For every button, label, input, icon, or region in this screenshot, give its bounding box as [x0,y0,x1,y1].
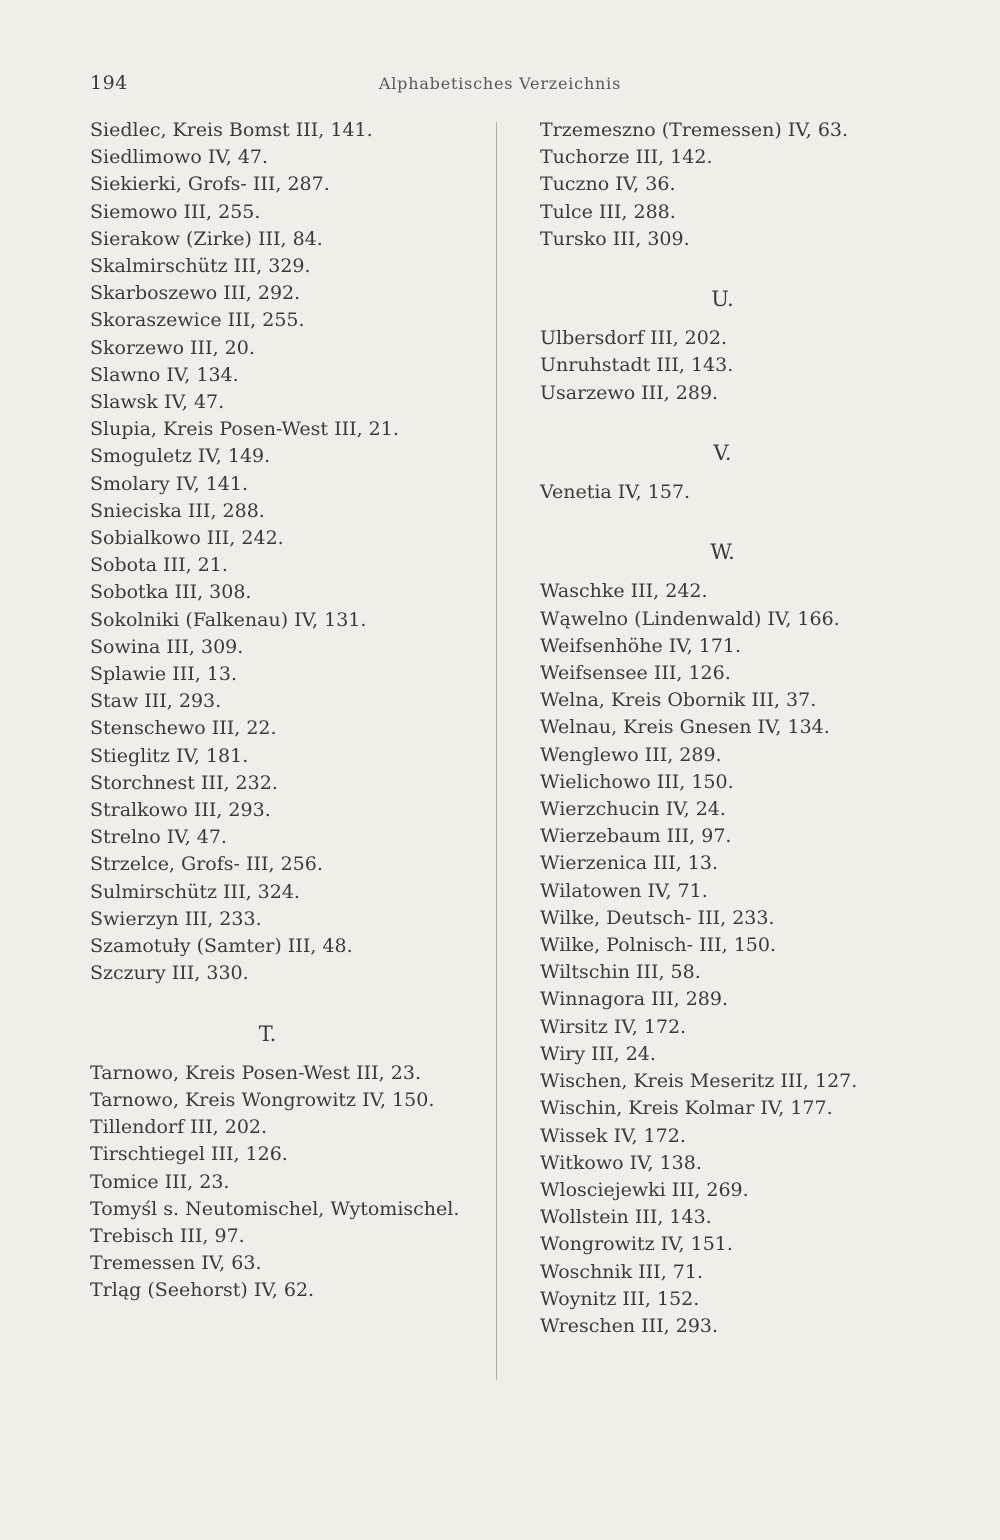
index-entry: Wierzchucin IV, 24. [540,798,726,821]
w-section [540,578,960,1340]
index-entry: Slupia, Kreis Posen-West III, 21. [90,418,399,441]
index-entry: Wongrowitz IV, 151. [540,1233,733,1256]
index-entry: Tomyśl s. Neutomischel, Wytomischel. [90,1197,460,1220]
index-entry: Staw III, 293. [90,690,222,713]
page-number: 194 [90,72,128,94]
section-letter-v: V. [713,440,732,465]
index-entry: Weifsenhöhe IV, 171. [540,634,742,657]
index-entry: Tomice III, 23. [90,1170,230,1193]
index-entry: Welna, Kreis Obornik III, 37. [540,689,817,712]
index-entry: Wilatowen IV, 71. [540,879,708,902]
index-entry: Weifsensee III, 126. [540,662,731,685]
index-entry: Siekierki, Grofs- III, 287. [90,173,330,196]
index-entry: Sowina III, 309. [90,635,244,658]
index-entry: Usarzewo III, 289. [540,381,719,404]
page-header [0,72,1000,102]
index-entry: Wlosciejewki III, 269. [540,1178,749,1201]
index-entry: Wilke, Polnisch- III, 150. [540,934,777,957]
index-entry: Winnagora III, 289. [540,988,729,1011]
index-entry: Wilke, Deutsch- III, 233. [540,906,775,929]
index-entry: Wenglewo III, 289. [540,743,722,766]
index-entry: Tuchorze III, 142. [540,146,713,169]
section-letter-u: U. [711,287,734,312]
index-entry: Wiry III, 24. [540,1042,656,1065]
index-entry: Tulce III, 288. [540,200,676,223]
u-section [540,325,960,407]
index-entry: Tremessen IV, 63. [90,1252,262,1275]
index-entry: Tillendorf III, 202. [90,1116,268,1139]
index-entry: Sokolniki (Falkenau) IV, 131. [90,608,367,631]
index-entry: Sulmirschütz III, 324. [90,880,300,903]
index-entry: Szczury III, 330. [90,962,249,985]
index-entry: Trląg (Seehorst) IV, 62. [90,1279,315,1302]
index-entry: Tuczno IV, 36. [540,173,676,196]
index-entry: Tursko III, 309. [540,227,690,250]
section-letter-t: T. [258,1021,277,1046]
index-entry: Stralkowo III, 293. [90,799,271,822]
index-entry: Woschnik III, 71. [540,1260,703,1283]
index-entry: Wissek IV, 172. [540,1124,686,1147]
index-entry: Woynitz III, 152. [540,1287,700,1310]
index-entry: Wielichowo III, 150. [540,770,734,793]
index-entry: Waschke III, 242. [540,580,708,603]
index-entry: Splawie III, 13. [90,663,238,686]
index-entry: Wollstein III, 143. [540,1206,712,1229]
index-entry: Trzemeszno (Tremessen) IV, 63. [540,119,849,141]
index-entry: Wirsitz IV, 172. [540,1015,687,1038]
index-entry: Wreschen III, 293. [540,1314,719,1337]
index-entry: Smoguletz IV, 149. [90,445,271,468]
index-entry: Skoraszewice III, 255. [90,309,305,332]
t-section [90,1060,485,1305]
index-entry: Venetia IV, 157. [540,481,691,504]
index-entry: Wąwelno (Lindenwald) IV, 166. [540,607,840,630]
index-entry: Siedlec, Kreis Bomst III, 141. [90,119,373,141]
v-section [540,479,960,506]
section-letter-w: W. [710,540,735,565]
s-section [90,117,485,988]
index-entry: Strzelce, Grofs- III, 256. [90,853,323,876]
index-entry: Wischen, Kreis Meseritz III, 127. [540,1070,858,1093]
column-divider [496,122,497,1380]
index-entry: Wierzenica III, 13. [540,852,718,875]
index-entry: Welnau, Kreis Gnesen IV, 134. [540,716,830,739]
index-entry: Szamotuły (Samter) III, 48. [90,935,353,958]
index-entry: Tarnowo, Kreis Wongrowitz IV, 150. [90,1088,435,1111]
index-entry: Siedlimowo IV, 47. [90,146,269,169]
t-section-continued [540,117,960,253]
index-entry: Witkowo IV, 138. [540,1151,702,1174]
index-entry: Trebisch III, 97. [90,1224,245,1247]
index-entry: Skarboszewo III, 292. [90,282,301,305]
index-entry: Skalmirschütz III, 329. [90,255,311,278]
index-entry: Smolary IV, 141. [90,472,249,495]
index-entry: Tirschtiegel III, 126. [90,1143,288,1166]
index-entry: Sobota III, 21. [90,554,228,577]
index-entry: Stieglitz IV, 181. [90,744,249,767]
left-column [90,117,485,1305]
index-entry: Sobialkowo III, 242. [90,527,284,550]
index-entry: Sobotka III, 308. [90,581,252,604]
index-entry: Snieciska III, 288. [90,499,265,522]
index-entry: Storchnest III, 232. [90,771,278,794]
index-entry: Unruhstadt III, 143. [540,354,734,377]
index-entry: Skorzewo III, 20. [90,336,255,359]
index-entry: Stenschewo III, 22. [90,717,277,740]
index-entry: Wierzebaum III, 97. [540,825,732,848]
index-entry: Sierakow (Zirke) III, 84. [90,227,323,250]
index-entry: Siemowo III, 255. [90,200,261,223]
running-title: Alphabetisches Verzeichnis [378,74,622,93]
right-column [540,117,960,1340]
index-entry: Swierzyn III, 233. [90,907,262,930]
index-entry: Slawsk IV, 47. [90,391,225,414]
index-entry: Wiltschin III, 58. [540,961,701,984]
index-entry: Strelno IV, 47. [90,826,227,849]
index-entry: Wischin, Kreis Kolmar IV, 177. [540,1097,833,1120]
index-entry: Ulbersdorf III, 202. [540,327,727,350]
index-entry: Tarnowo, Kreis Posen-West III, 23. [90,1061,421,1084]
index-entry: Slawno IV, 134. [90,363,239,386]
